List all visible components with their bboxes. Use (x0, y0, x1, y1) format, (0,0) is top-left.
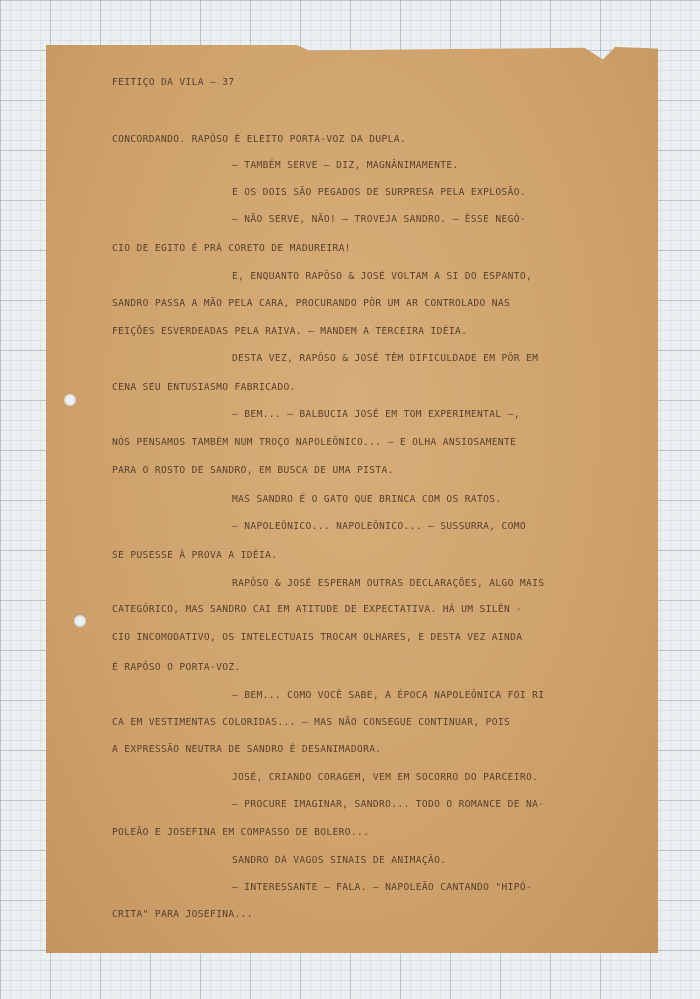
text-line: MAS SANDRO É O GATO QUE BRINCA COM OS RATOS. (232, 494, 502, 505)
text-line: CRITA" PARA JOSEFINA... (112, 909, 253, 920)
text-line: CA EM VESTIMENTAS COLORIDAS... — MAS NÃO CONSEGUE CONTINUAR, POIS (112, 717, 511, 728)
text-line: — TAMBÉM SERVE — DIZ, MAGNÂNIMAMENTE. (232, 160, 459, 171)
text-line: RAPÔSO & JOSÉ ESPERAM OUTRAS DECLARAÇÕES, ALGO MAIS (232, 578, 545, 589)
text-line: CONCORDANDO. RAPÔSO É ELEITO PORTA-VOZ DA DUPLA. (112, 134, 407, 145)
text-line: E OS DOIS SÃO PEGADOS DE SURPRESA PELA EXPLOSÃO. (232, 187, 527, 198)
text-line: DESTA VEZ, RAPÔSO & JOSÉ TÊM DIFICULDADE EM PÔR EM (232, 353, 539, 364)
text-line: É RAPÔSO O PORTA-VOZ. (112, 662, 241, 673)
text-line: CENA SEU ENTUSIASMO FABRICADO. (112, 382, 296, 393)
text-line: SE PUSESSE À PROVA A IDÉIA. (112, 550, 278, 561)
text-line: PARA O ROSTO DE SANDRO, EM BUSCA DE UMA PISTA. (112, 465, 394, 476)
text-line: — PROCURE IMAGINAR, SANDRO... TODO O ROMANCE DE NA- (232, 799, 545, 810)
text-line: — BEM... — BALBUCIA JOSÉ EM TOM EXPERIMENTAL —, (232, 409, 520, 420)
text-line: SANDRO PASSA A MÃO PELA CARA, PROCURANDO PÔR UM AR CONTROLADO NAS (112, 298, 511, 309)
text-line: CATEGÓRICO, MAS SANDRO CAI EM ATITUDE DE EXPECTATIVA. HÁ UM SILÊN - (112, 604, 523, 615)
text-line: — BEM... COMO VOCÊ SABE, A ÉPOCA NAPOLEÔNICA FOI RI (232, 690, 545, 701)
text-line: — INTERESSANTE — FALA. — NAPOLEÃO CANTANDO "HIPÓ- (232, 882, 533, 893)
text-line: E, ENQUANTO RAPÔSO & JOSÉ VOLTAM A SI DO ESPANTO, (232, 271, 533, 282)
text-line: CIO DE EGITO É PRÁ CORETO DE MADUREIRA! (112, 243, 351, 254)
punch-hole-bottom (74, 615, 86, 627)
text-line: JOSÉ, CRIANDO CORAGEM, VEM EM SOCORRO DO PARCEIRO. (232, 772, 539, 783)
text-line: POLEÃO E JOSEFINA EM COMPASSO DE BOLERO... (112, 827, 370, 838)
punch-hole-top (64, 394, 76, 406)
text-line: A EXPRESSÃO NEUTRA DE SANDRO É DESANIMADORA. (112, 744, 382, 755)
text-line: NÓS PENSAMOS TAMBÉM NUM TROÇO NAPOLEÔNICO... — E OLHA ANSIOSAMENTE (112, 437, 517, 448)
page-header: FEITIÇO DA VILA — 37 (112, 77, 235, 88)
text-line: FEIÇÕES ESVERDEADAS PELA RAIVA. — MANDEM A TERCEIRA IDÉIA. (112, 326, 468, 337)
text-line: SANDRO DÁ VAGOS SINAIS DE ANIMAÇÃO. (232, 855, 447, 866)
text-line: CIO INCOMODATIVO, OS INTELECTUAIS TROCAM OLHARES, E DESTA VEZ AINDA (112, 632, 523, 643)
text-line: — NÃO SERVE, NÃO! — TROVEJA SANDRO. — ÊSSE NEGÓ- (232, 214, 527, 225)
text-line: — NAPOLEÔNICO... NAPOLEÔNICO... — SUSSURRA, COMO (232, 521, 527, 532)
